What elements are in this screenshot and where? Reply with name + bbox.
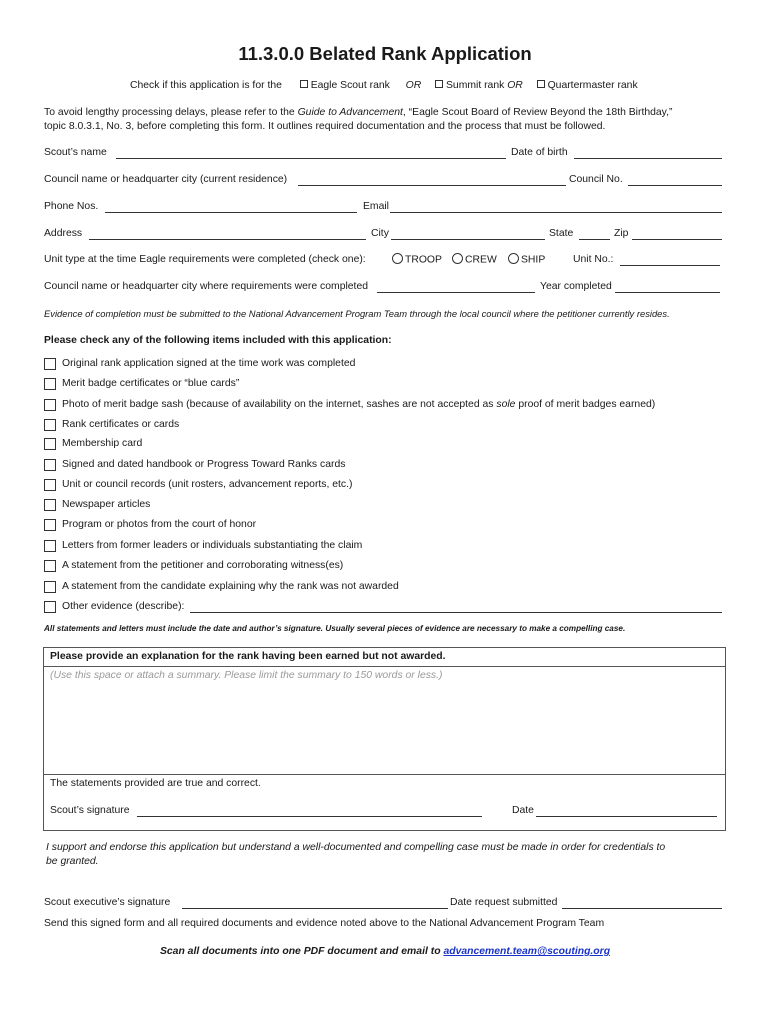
intro-line-1: [44, 107, 672, 118]
unit-no-field[interactable]: [620, 255, 720, 266]
phone-label: Phone Nos.: [44, 201, 99, 212]
sash-text: proof of merit badges earned): [515, 399, 656, 410]
item-checkbox[interactable]: [44, 560, 56, 572]
or-label: OR: [507, 80, 523, 91]
year-completed-field[interactable]: [615, 282, 720, 293]
other-evidence-field[interactable]: [190, 602, 722, 613]
checklist-item: Signed and dated handbook or Progress Toward Ranks cards: [62, 459, 346, 470]
scout-name-field[interactable]: [116, 148, 506, 159]
checklist-item: Unit or council records (unit rosters, advancement reports, etc.): [62, 479, 353, 490]
signature-date-field[interactable]: [536, 806, 717, 817]
quartermaster-rank-checkbox[interactable]: [537, 80, 545, 88]
item-checkbox[interactable]: [44, 358, 56, 370]
email-link[interactable]: advancement.team@scouting.org: [443, 946, 611, 957]
item-checkbox[interactable]: [44, 581, 56, 593]
summit-rank-checkbox[interactable]: [435, 80, 443, 88]
ship-option[interactable]: [508, 254, 545, 265]
scout-signature-label: Scout’s signature: [50, 805, 130, 816]
executive-signature-field[interactable]: [182, 898, 448, 909]
item-checkbox[interactable]: [44, 499, 56, 511]
zip-field[interactable]: [632, 229, 722, 240]
endorse-line-2: be granted.: [46, 856, 99, 867]
checklist-item: Membership card: [62, 438, 143, 449]
email-label: Email: [363, 201, 389, 212]
council-no-label: Council No.: [569, 174, 623, 185]
item-checkbox[interactable]: [44, 438, 56, 450]
explanation-heading: Please provide an explanation for the rank having been earned but not awarded.: [50, 651, 446, 662]
send-note: Send this signed form and all required documents and evidence noted above to the National Advancement Program Team: [44, 918, 605, 929]
date-request-label: Date request submitted: [450, 897, 558, 908]
checklist-item: A statement from the petitioner and corroborating witness(es): [62, 560, 344, 571]
form-title: 11.3.0.0 Belated Rank Application: [238, 43, 532, 64]
council-completed-label: Council name or headquarter city where requirements were completed: [44, 281, 369, 292]
statements-note: All statements and letters must include the date and author’s signature. Usually several pieces of evidence are necessary to make a compelling case.: [44, 624, 626, 633]
checklist-item: Program or photos from the court of honor: [62, 519, 257, 530]
sole-word: sole: [496, 399, 516, 410]
explanation-input[interactable]: (Use this space or attach a summary. Please limit the summary to 150 words or less.): [50, 670, 443, 681]
council-current-label: Council name or headquarter city (current residence): [44, 174, 288, 185]
council-completed-field[interactable]: [377, 282, 535, 293]
scan-text: Scan all documents into one PDF document and email to: [159, 946, 444, 957]
email-field[interactable]: [390, 202, 722, 213]
address-field[interactable]: [89, 229, 366, 240]
crew-option[interactable]: [452, 254, 497, 265]
state-label: State: [549, 228, 574, 239]
item-checkbox[interactable]: [44, 540, 56, 552]
crew-radio[interactable]: [452, 253, 463, 264]
evidence-note: Evidence of completion must be submitted to the National Advancement Program Team through the local council where the petitioner currently resides.: [44, 308, 670, 319]
council-no-field[interactable]: [628, 175, 722, 186]
explanation-box: [43, 647, 726, 831]
checklist-heading: Please check any of the following items included with this application:: [44, 335, 392, 346]
dob-label: Date of birth: [511, 147, 568, 158]
item-checkbox[interactable]: [44, 378, 56, 390]
signature-date-label: Date: [512, 805, 534, 816]
true-statement: The statements provided are true and correct.: [50, 778, 261, 789]
checklist-item: Other evidence (describe):: [62, 601, 185, 612]
item-checkbox[interactable]: [44, 459, 56, 471]
checklist-item: Rank certificates or cards: [62, 419, 180, 430]
address-label: Address: [44, 228, 83, 239]
sash-text: Photo of merit badge sash (because of availability on the internet, sashes are not accepted as: [62, 399, 497, 410]
zip-label: Zip: [614, 228, 629, 239]
unit-type-label: Unit type at the time Eagle requirements were completed (check one):: [44, 254, 366, 265]
item-checkbox[interactable]: [44, 519, 56, 531]
troop-option[interactable]: [392, 254, 442, 265]
checklist-item: Newspaper articles: [62, 499, 151, 510]
checklist-item: A statement from the candidate explaining why the rank was not awarded: [62, 581, 399, 592]
intro-text: , “Eagle Scout Board of Review Beyond the 18th Birthday,”: [402, 107, 673, 118]
scout-signature-field[interactable]: [137, 806, 482, 817]
item-checkbox[interactable]: [44, 419, 56, 431]
checklist-item: [62, 399, 655, 410]
summit-rank-label: Summit rank: [445, 80, 505, 91]
item-checkbox[interactable]: [44, 601, 56, 613]
date-request-field[interactable]: [562, 898, 722, 909]
checklist-item: Original rank application signed at the time work was completed: [62, 358, 356, 369]
eagle-rank-label: Eagle Scout rank: [310, 80, 390, 91]
quartermaster-rank-label: Quartermaster rank: [547, 80, 638, 91]
item-checkbox[interactable]: [44, 399, 56, 411]
or-label: OR: [405, 80, 422, 91]
scout-name-label: Scout’s name: [44, 147, 107, 158]
intro-line-2: topic 8.0.3.1, No. 3, before completing this form. It outlines required documentation and the process that must be followed.: [44, 121, 606, 132]
troop-radio[interactable]: [392, 253, 403, 264]
state-field[interactable]: [579, 229, 610, 240]
phone-field[interactable]: [105, 202, 357, 213]
rank-check-prefix: Check if this application is for the: [130, 80, 282, 91]
city-label: City: [371, 228, 389, 239]
rank-check-row: [130, 80, 638, 91]
endorse-line-1: I support and endorse this application but understand a well-documented and compelling case must be made in order for credentials to: [46, 842, 666, 853]
crew-label: CREW: [465, 254, 497, 266]
box-divider: [44, 774, 725, 775]
city-field[interactable]: [391, 229, 545, 240]
ship-label: SHIP: [521, 254, 546, 266]
explanation-header: [44, 648, 725, 667]
checklist-item: Letters from former leaders or individuals substantiating the claim: [62, 540, 363, 551]
ship-radio[interactable]: [508, 253, 519, 264]
eagle-rank-checkbox[interactable]: [300, 80, 308, 88]
dob-field[interactable]: [574, 148, 722, 159]
checklist-item: Merit badge certificates or “blue cards”: [62, 378, 240, 389]
executive-signature-label: Scout executive’s signature: [44, 897, 171, 908]
year-completed-label: Year completed: [540, 281, 612, 292]
troop-label: TROOP: [405, 254, 442, 266]
scan-note: [0, 946, 770, 957]
guide-title: Guide to Advancement: [297, 107, 403, 118]
council-current-field[interactable]: [298, 175, 566, 186]
unit-no-label: Unit No.:: [573, 254, 614, 265]
item-checkbox[interactable]: [44, 479, 56, 491]
intro-text: To avoid lengthy processing delays, please refer to the: [44, 107, 298, 118]
